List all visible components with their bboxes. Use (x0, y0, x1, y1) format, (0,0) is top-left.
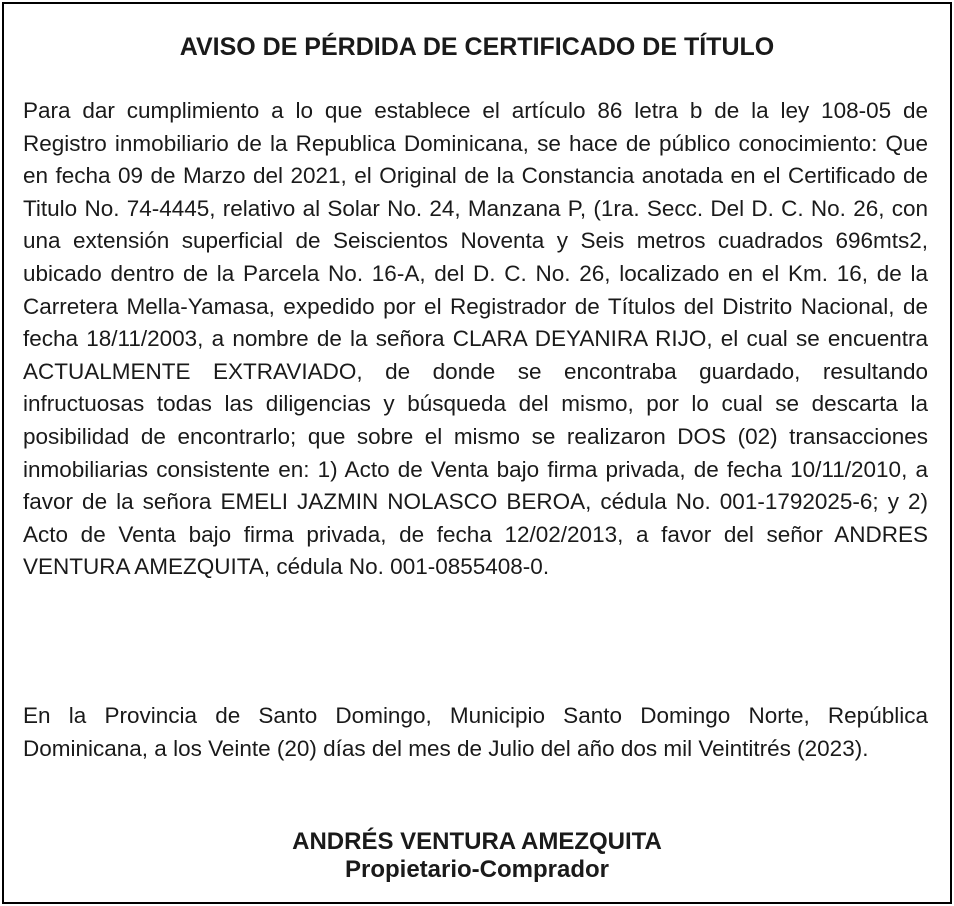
signature-role: Propietario-Comprador (344, 856, 610, 883)
signature-name: ANDRÉS VENTURA AMEZQUITA (292, 828, 662, 855)
notice-location-date-paragraph: En la Provincia de Santo Domingo, Municipio Santo Domingo Norte, República Dominicana, a los Veinte (20) días del mes de Julio del año dos mil Veintitrés (2023). (23, 703, 928, 761)
notice-frame (2, 2, 952, 904)
notice-body-paragraph: Para dar cumplimiento a lo que establece el artículo 86 letra b de la ley 108-05 de Registro inmobiliario de la Republica Dominicana, se hace de público conocimiento: Que en fecha 09 de Marzo del 2021, el Original de la Constancia anotada en el Certificado de Titulo No. 74-4445, relativo al Solar No. 24, Manzana P, (1ra. Secc. Del D. C. No. 26, con una extensión superficial de Seiscientos Noventa y Seis metros cuadrados 696mts2, ubicado dentro de la Parcela No. 16-A, del D. C. No. 26, localizado en el Km. 16, de la Carretera Mella-Yamasa, expedido por el Registrador de Títulos del Distrito Nacional, de fecha 18/11/2003, a nombre de la señora CLARA DEYANIRA RIJO, el cual se encuentra ACTUALMENTE EXTRAVIADO, de donde se encontraba guardado, resultando infructuosas todas las diligencias y búsqueda del mismo, por lo cual se descarta la posibilidad de encontrarlo; que sobre el mismo se realizaron DOS (02) transacciones inmobiliarias consistente en: 1) Acto de Venta bajo firma privada, de fecha 10/11/2010, a favor de la señora EMELI JAZMIN NOLASCO BEROA, cédula No. 001-1792025-6; y 2) Acto de Venta bajo firma privada, de fecha 12/02/2013, a favor del señor ANDRES VENTURA AMEZQUITA, cédula No. 001-0855408-0. (23, 98, 928, 580)
notice-title: AVISO DE PÉRDIDA DE CERTIFICADO DE TÍTULO (179, 33, 775, 61)
